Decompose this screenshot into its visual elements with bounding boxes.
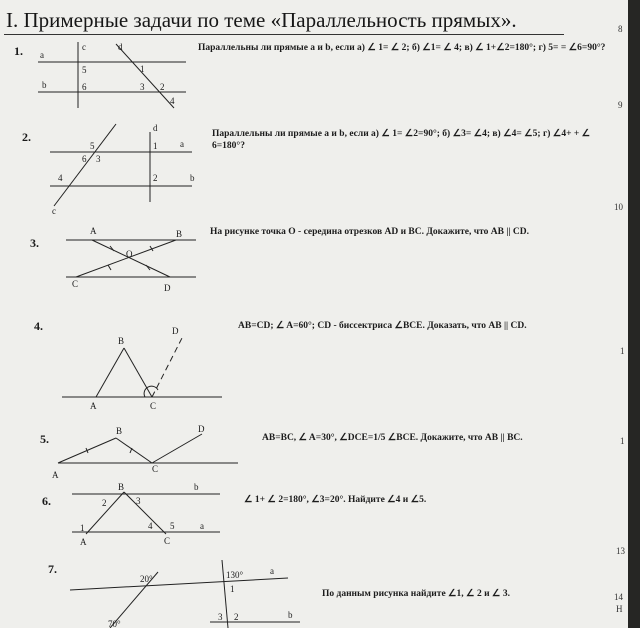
page-title: I. Примерные задачи по теме «Параллельность прямых».: [6, 8, 517, 32]
fig6-label: 2: [102, 498, 107, 508]
fig1-label: 5: [82, 65, 87, 75]
figure-3: [66, 226, 196, 293]
fig6-label: a: [200, 521, 204, 531]
fig2-label: a: [180, 139, 184, 149]
fig1-label: b: [42, 80, 47, 90]
fig2-label: d: [153, 123, 158, 133]
fig3-label: B: [176, 229, 183, 239]
fig3-label: D: [164, 283, 171, 293]
fig2-label: 4: [58, 173, 63, 183]
fig7-label: 20°: [140, 574, 153, 584]
margin-number: Н: [616, 604, 623, 614]
fig6-label: 4: [148, 521, 153, 531]
fig2-label: b: [190, 173, 195, 183]
page-edge-shadow: [628, 0, 640, 628]
fig6-label: C: [164, 536, 171, 546]
figure-6: [72, 482, 220, 547]
fig7-label: 1: [230, 584, 235, 594]
task-7-text: По данным рисунка найдите ∠1, ∠ 2 и ∠ 3.: [322, 589, 510, 599]
task-2-number: 2.: [22, 130, 31, 144]
task-3-text: На рисунке точка O - середина отрезков AD и BC. Докажите, что AB || CD.: [210, 227, 529, 237]
task-5-number: 5.: [40, 432, 49, 446]
fig1-label: a: [40, 50, 44, 60]
fig6-label: B: [118, 482, 125, 492]
fig7-label: 3: [218, 612, 223, 622]
fig1-label: 1: [140, 64, 145, 74]
fig3-label: A: [90, 226, 97, 236]
fig5-label: A: [52, 470, 59, 480]
fig7-label: b: [288, 610, 293, 620]
fig4-label: C: [150, 401, 157, 411]
margin-number: 10: [614, 202, 623, 212]
task-7-number: 7.: [48, 562, 57, 576]
figure-5: [52, 424, 238, 480]
fig1-label: 2: [160, 82, 165, 92]
margin-number: 1: [620, 346, 625, 356]
figure-2: [50, 123, 195, 216]
figure-4: [62, 326, 222, 411]
fig4-label: D: [172, 326, 179, 336]
fig6-label: b: [194, 482, 199, 492]
fig6-label: 3: [136, 496, 141, 506]
fig1-label: 4: [170, 96, 175, 106]
fig4-label: A: [90, 401, 97, 411]
fig6-label: A: [80, 537, 87, 547]
figure-7: [70, 560, 300, 628]
fig5-label: D: [198, 424, 205, 434]
margin-number: 1: [620, 436, 625, 446]
task-2-text: Параллельны ли прямые a и b, если а) ∠ 1= ∠2=90°; б) ∠3= ∠4; в) ∠4= ∠5; г) ∠4+ + ∠ 6=180°?: [212, 129, 591, 151]
fig7-label: 130°: [226, 570, 244, 580]
fig3-label: C: [72, 279, 79, 289]
fig1-label: 3: [140, 82, 145, 92]
fig5-label: C: [152, 464, 159, 474]
fig1-label: c: [82, 42, 86, 52]
fig7-label: 2: [234, 612, 239, 622]
fig2-label: 5: [90, 141, 95, 151]
fig2-label: 1: [153, 141, 158, 151]
task-3-number: 3.: [30, 236, 39, 250]
fig6-label: 1: [80, 523, 85, 533]
fig5-label: B: [116, 426, 123, 436]
task-4-number: 4.: [34, 319, 43, 333]
margin-number: 9: [618, 100, 623, 110]
figure-1: [38, 42, 186, 108]
task-1-text: Параллельны ли прямые a и b, если а) ∠ 1= ∠ 2; б) ∠1= ∠ 4; в) ∠ 1+∠2=180°; г) 5= = ∠6=90°?: [198, 43, 606, 53]
fig2-label: c: [52, 206, 56, 216]
fig6-label: 5: [170, 521, 175, 531]
margin-number: 13: [616, 546, 625, 556]
fig2-label: 6: [82, 154, 87, 164]
fig7-label: 70°: [108, 619, 121, 628]
fig3-label: O: [126, 249, 133, 259]
margin-number: 14: [614, 592, 623, 602]
fig7-label: a: [270, 566, 274, 576]
task-6-text: ∠ 1+ ∠ 2=180°, ∠3=20°. Найдите ∠4 и ∠5.: [244, 495, 427, 505]
task-4-text: AB=CD; ∠ A=60°; CD - биссектриса ∠BCE. Доказать, что AB || CD.: [238, 321, 527, 331]
task-5-text: AB=BC, ∠ A=30°, ∠DCE=1/5 ∠BCE. Докажите, что AB || BC.: [262, 433, 523, 443]
fig4-label: B: [118, 336, 125, 346]
fig2-label: 3: [96, 154, 101, 164]
margin-number: 8: [618, 24, 623, 34]
fig1-label: d: [118, 42, 123, 52]
task-6-number: 6.: [42, 494, 51, 508]
fig1-label: 6: [82, 82, 87, 92]
fig2-label: 2: [153, 173, 158, 183]
task-1-number: 1.: [14, 44, 23, 58]
